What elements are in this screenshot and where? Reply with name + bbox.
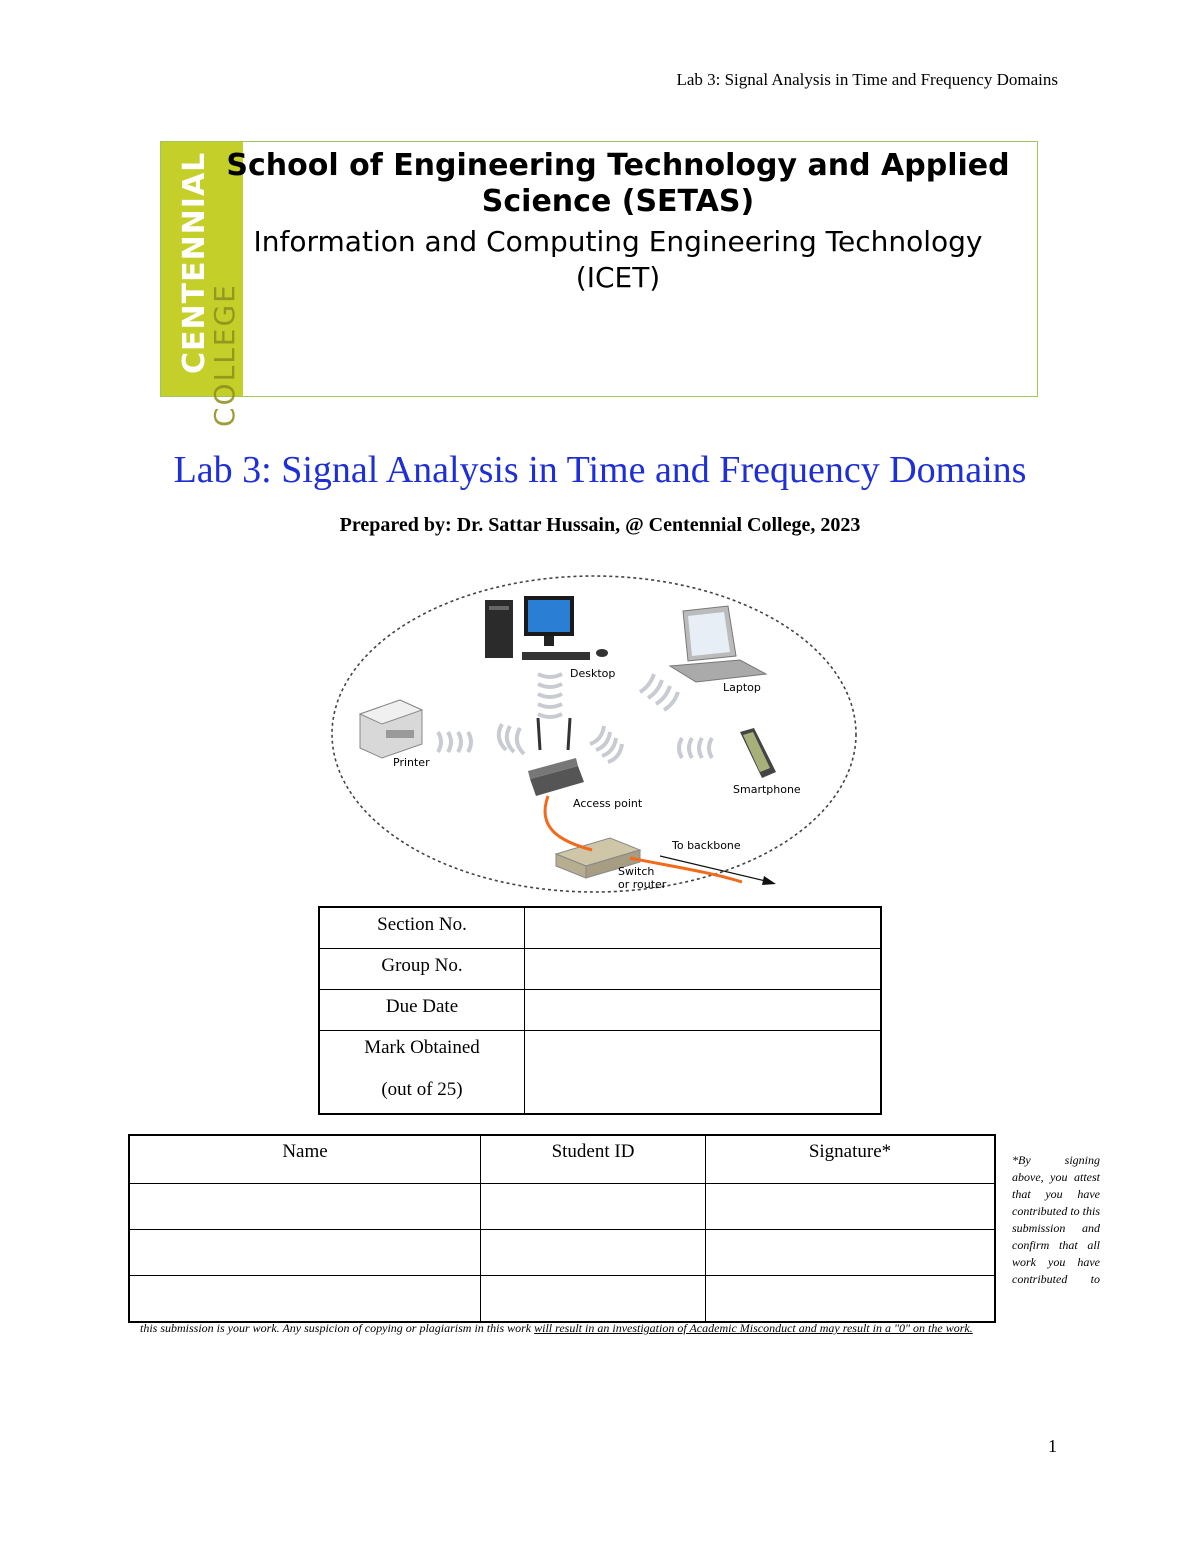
due-date-field[interactable]: [525, 989, 882, 1030]
table-row: [129, 1184, 995, 1230]
banner-text: [203, 148, 1033, 296]
router-label: or router: [618, 878, 667, 891]
section-field[interactable]: [525, 907, 882, 948]
section-row: [319, 907, 881, 948]
school-name: [203, 148, 1033, 220]
access-point-icon: [528, 718, 584, 796]
note-underlined-text: will result in an investigation of Academic Misconduct and may result in a "0" on the work.: [534, 1321, 973, 1335]
laptop-label: Laptop: [723, 681, 761, 694]
group-label: Group No.: [319, 948, 525, 989]
arrow-head-icon: [762, 876, 776, 885]
student-signature-table: [128, 1134, 996, 1323]
printer-label: Printer: [393, 756, 430, 769]
wireless-signal-waves: [438, 674, 712, 762]
mark-row: [319, 1030, 881, 1114]
running-header: Lab 3: Signal Analysis in Time and Frequency Domains: [676, 70, 1058, 89]
desktop-label: Desktop: [570, 667, 616, 680]
logo-word-college: COLLEGE: [208, 283, 241, 427]
table-header-row: [129, 1135, 995, 1184]
mark-label-line-2: (out of 25): [381, 1078, 463, 1100]
signature-cell[interactable]: [706, 1276, 996, 1323]
group-row: [319, 948, 881, 989]
note-plain-text: this submission is your work. Any suspicion of copying or plagiarism in this work: [140, 1321, 535, 1335]
name-header: Name: [129, 1135, 481, 1184]
mark-label-line-1: Mark Obtained: [364, 1036, 480, 1058]
lab-title: Lab 3: Signal Analysis in Time and Frequency Domains: [173, 449, 1027, 491]
student-id-cell[interactable]: [481, 1184, 706, 1230]
student-id-cell[interactable]: [481, 1276, 706, 1323]
smartphone-label: Smartphone: [733, 783, 801, 796]
name-cell[interactable]: [129, 1230, 481, 1276]
school-name-line-1: School of Engineering Technology and Applied: [226, 148, 1010, 183]
laptop-icon: [670, 606, 766, 682]
mark-label: [319, 1030, 525, 1114]
signature-note: *By signing above, you attest that you have contributed to this submission and confirm that all work you have contributed to: [1012, 1153, 1100, 1286]
due-date-label: Due Date: [319, 989, 525, 1030]
name-cell[interactable]: [129, 1184, 481, 1230]
printer-icon: [360, 700, 422, 758]
page-number: 1: [1048, 1436, 1057, 1456]
desktop-icon: [485, 596, 608, 660]
backbone-arrow: [660, 856, 770, 882]
access-point-label: Access point: [573, 797, 643, 810]
table-row: [129, 1230, 995, 1276]
prepared-by: Prepared by: Dr. Sattar Hussain, @ Centennial College, 2023: [339, 514, 861, 536]
due-date-row: [319, 989, 881, 1030]
group-field[interactable]: [525, 948, 882, 989]
program-name-line-2: (ICET): [575, 261, 661, 294]
signature-note-continued: [140, 1320, 1100, 1337]
school-banner: [160, 141, 1038, 427]
smartphone-icon: [740, 728, 776, 778]
table-row: [129, 1276, 995, 1323]
wireless-network-diagram: [330, 574, 860, 899]
school-name-line-2: Science (SETAS): [481, 184, 755, 219]
lab-info-table: [318, 906, 882, 1115]
section-label: Section No.: [319, 907, 525, 948]
student-id-cell[interactable]: [481, 1230, 706, 1276]
student-id-header: Student ID: [481, 1135, 706, 1184]
mark-field[interactable]: [525, 1030, 882, 1114]
signature-cell[interactable]: [706, 1184, 996, 1230]
switch-label: Switch: [618, 865, 655, 878]
logo-word-centennial: CENTENNIAL: [177, 151, 212, 374]
signature-cell[interactable]: [706, 1230, 996, 1276]
backbone-label: To backbone: [672, 839, 741, 852]
name-cell[interactable]: [129, 1276, 481, 1323]
program-name: [203, 224, 1033, 296]
signature-header: Signature*: [706, 1135, 996, 1184]
program-name-line-1: Information and Computing Engineering Technology: [253, 225, 983, 258]
